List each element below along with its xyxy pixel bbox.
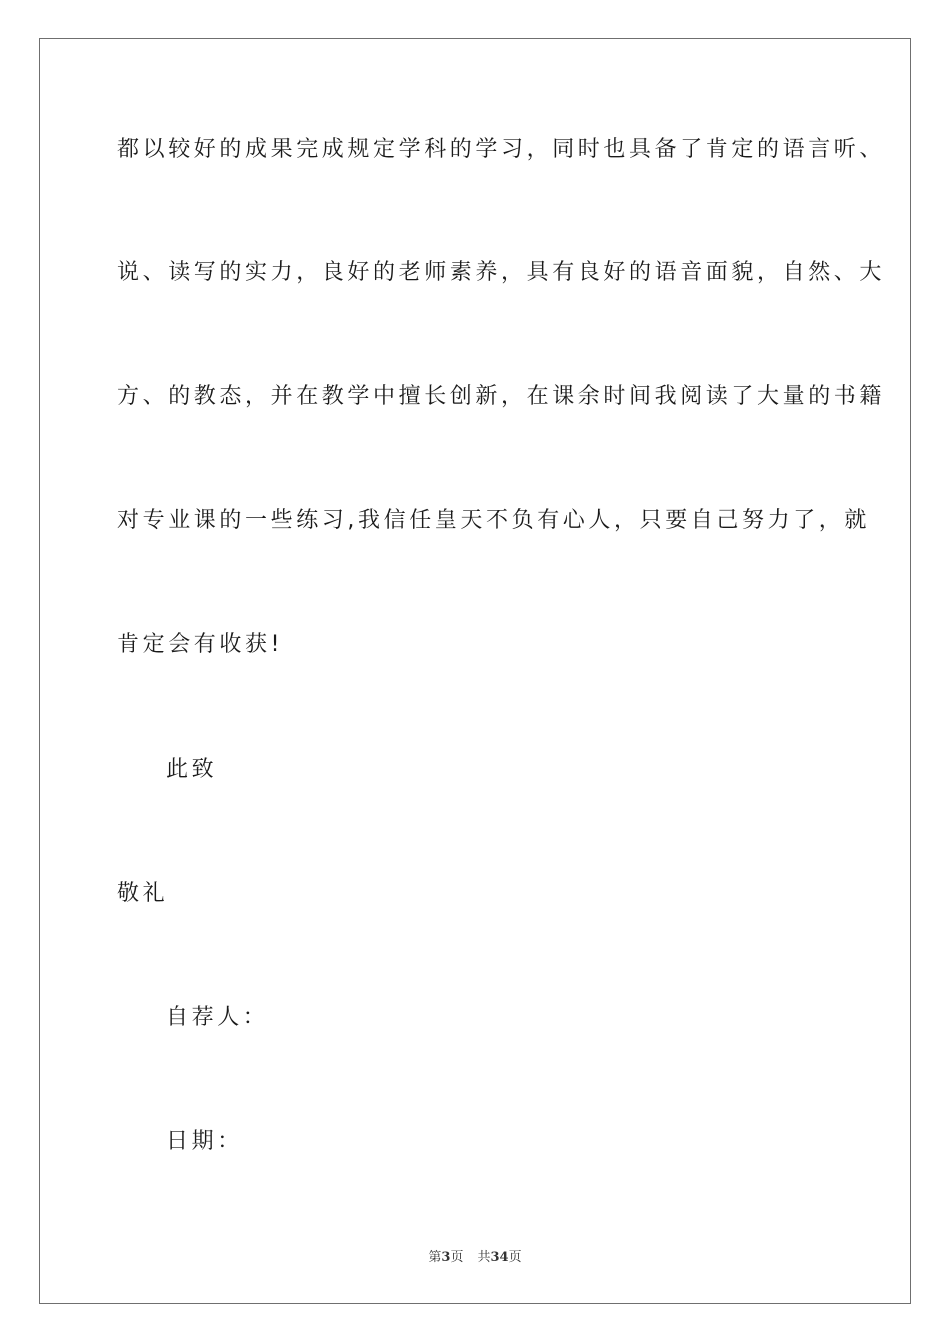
page-number: 3 bbox=[441, 1250, 451, 1265]
total-suffix: 页 bbox=[508, 1250, 522, 1265]
total-pages: 34 bbox=[490, 1250, 509, 1265]
page-prefix: 第 bbox=[428, 1250, 442, 1265]
signer-label: 自荐人： bbox=[166, 1005, 269, 1030]
paragraph-line-5: 肯定会有收获! bbox=[117, 632, 284, 657]
page-border bbox=[39, 38, 911, 1304]
paragraph-line-1: 都以较好的成果完成规定学科的学习，同时也具备了肯定的语言听、 bbox=[117, 137, 886, 162]
regards: 敬礼 bbox=[117, 881, 169, 906]
paragraph-line-4: 对专业课的一些练习,我信任皇天不负有心人，只要自己努力了，就 bbox=[117, 508, 870, 533]
page-suffix: 页 bbox=[450, 1250, 464, 1265]
total-prefix: 共 bbox=[477, 1250, 491, 1265]
page-footer bbox=[0, 1246, 950, 1265]
paragraph-line-3: 方、的教态，并在教学中擅长创新，在课余时间我阅读了大量的书籍 bbox=[117, 384, 886, 409]
paragraph-line-2: 说、读写的实力，良好的老师素养，具有良好的语音面貌，自然、大 bbox=[117, 260, 886, 285]
date-label: 日期： bbox=[166, 1129, 243, 1154]
salutation: 此致 bbox=[166, 757, 218, 782]
